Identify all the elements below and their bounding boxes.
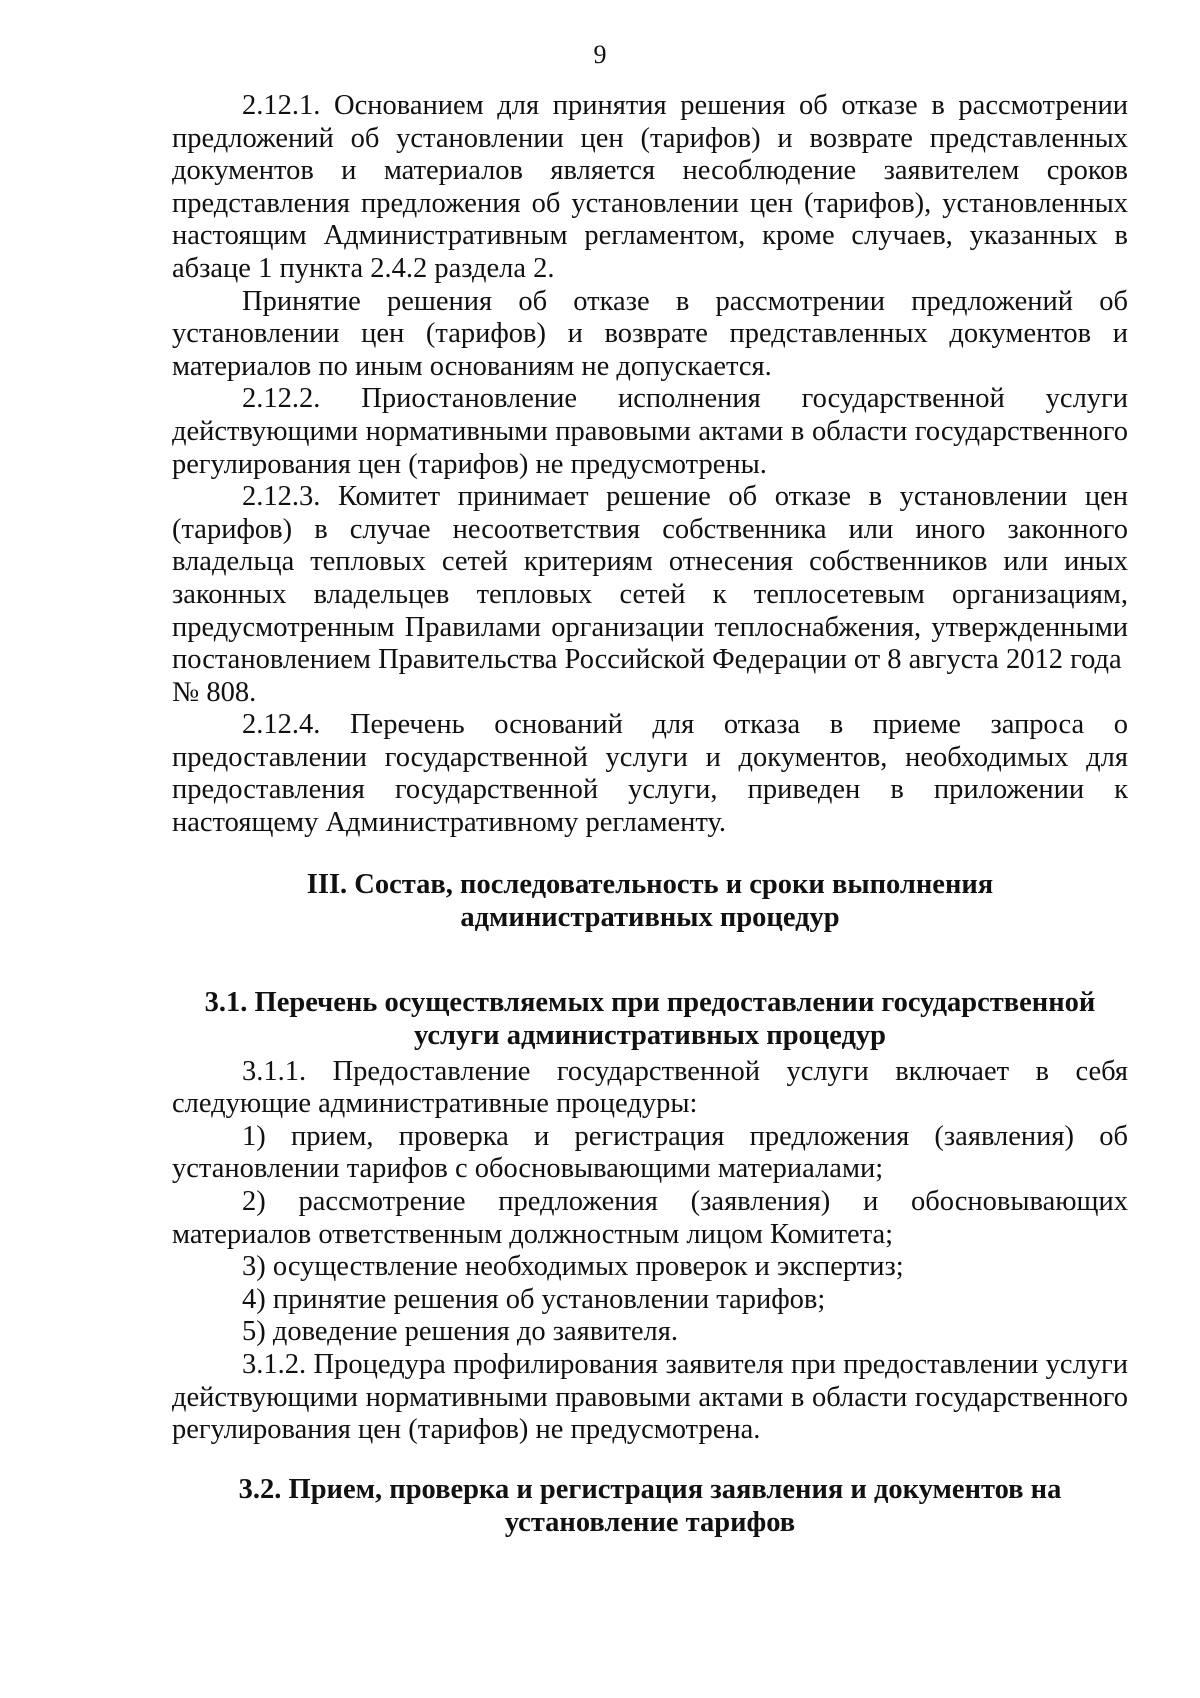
section-3-heading-line-1: III. Состав, последовательность и сроки выполнения <box>306 868 994 900</box>
paragraph-refusal-other-grounds: Принятие решения об отказе в рассмотрении предложений об установлении цен (тарифов) и возврате представленных документов и материалов по иным основаниям не допускается. <box>172 285 1128 382</box>
paragraph-2-12-4: 2.12.4. Перечень оснований для отказа в приеме запроса о предоставлении государственной услуги и документов, необходимых для предоставления государственной услуги, приведен в приложении к настоящему Административному регламенту. <box>172 709 1128 839</box>
paragraph-2-12-2: 2.12.2. Приостановление исполнения государственной услуги действующими нормативными правовыми актами в области государственного регулирования цен (тарифов) не предусмотрены. <box>172 383 1128 480</box>
paragraph-3-1-1: 3.1.1. Предоставление государственной услуги включает в себя следующие административные процедуры: <box>172 1055 1128 1120</box>
subsection-3-1-heading <box>172 986 1128 1052</box>
subsection-3-2-heading-line-2: установление тарифов <box>504 1506 796 1538</box>
list-item-5: 5) доведение решения до заявителя. <box>242 1316 679 1348</box>
subsection-3-2-heading <box>172 1473 1128 1539</box>
subsection-3-1-heading-line-1: 3.1. Перечень осуществляемых при предоставлении государственной <box>204 986 1096 1018</box>
paragraph-2-12-1: 2.12.1. Основанием для принятия решения об отказе в рассмотрении предложений об установлении цен (тарифов) и возврате представленных документов и материалов является несоблюдение заявителем сроков представления предложения об установлении цен (тарифов), установленных настоящим Административным регламентом, кроме случаев, указанных в абзаце 1 пункта 2.4.2 раздела 2. <box>172 90 1128 284</box>
paragraph-2-12-3: 2.12.3. Комитет принимает решение об отказе в установлении цен (тарифов) в случае несоответствия собственника или иного законного владельца тепловых сетей критериям отнесения собственников или иных законных владельцев тепловых сетей к теплосетевым организациям, предусмотренным Правилами организации теплоснабжения, утвержденными постановлением Правительства Российской Федерации от 8 августа 2012 года <box>172 481 1128 676</box>
document-body <box>172 90 1128 1539</box>
paragraph-3-1-2: 3.1.2. Процедура профилирования заявителя при предоставлении услуги действующими нормативными правовыми актами в области государственного регулирования цен (тарифов) не предусмотрена. <box>172 1349 1128 1446</box>
subsection-3-2-heading-line-1: 3.2. Прием, проверка и регистрация заявления и документов на <box>238 1473 1062 1505</box>
section-3-heading <box>172 868 1128 934</box>
paragraph-2-12-3-end: № 808. <box>172 676 257 708</box>
list-item-1: 1) прием, проверка и регистрация предложения (заявления) об установлении тарифов с обосновывающими материалами; <box>172 1120 1128 1185</box>
list-item-2: 2) рассмотрение предложения (заявления) и обосновывающих материалов ответственным должностным лицом Комитета; <box>172 1186 1128 1250</box>
page-number: 9 <box>593 40 607 69</box>
list-item-4: 4) принятие решения об установлении тарифов; <box>242 1283 826 1315</box>
subsection-3-1-heading-line-2: услуги административных процедур <box>413 1019 887 1051</box>
section-3-heading-line-2: административных процедур <box>460 901 840 933</box>
list-item-3: 3) осуществление необходимых проверок и экспертиз; <box>242 1251 904 1283</box>
